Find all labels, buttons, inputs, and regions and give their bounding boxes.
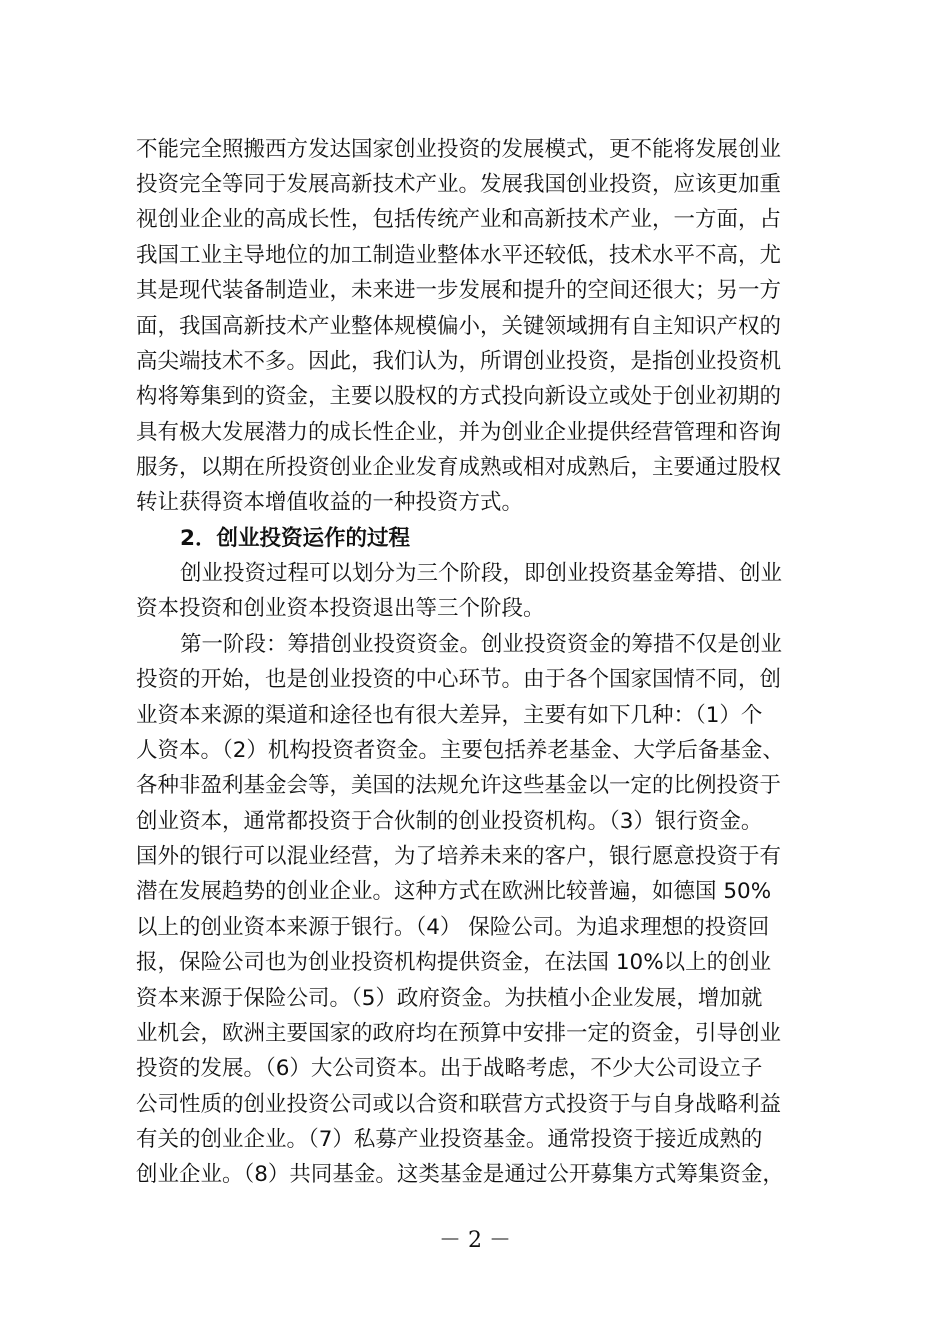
body-text-line: 各种非盈利基金会等，美国的法规允许这些基金以一定的比例投资于 <box>136 773 782 798</box>
body-text-line: 投资完全等同于发展高新技术产业。发展我国创业投资，应该更加重 <box>136 172 782 197</box>
body-text-line: 其是现代装备制造业，未来进一步发展和提升的空间还很大；另一方 <box>136 278 782 303</box>
body-text-line: 具有极大发展潜力的成长性企业，并为创业企业提供经营管理和咨询 <box>136 420 782 445</box>
body-text-line: 创业企业。（8）共同基金。这类基金是通过公开募集方式筹集资金， <box>136 1162 784 1187</box>
body-text-line: 资本来源于保险公司。（5）政府资金。为扶植小企业发展，增加就 <box>136 986 763 1011</box>
body-text-line: 资本投资和创业资本投资退出等三个阶段。 <box>136 596 545 621</box>
body-text-line: 创业资本，通常都投资于合伙制的创业投资机构。（3）银行资金。 <box>136 809 763 834</box>
body-text-line: 国外的银行可以混业经营，为了培养未来的客户，银行愿意投资于有 <box>136 844 782 869</box>
body-text-line: 公司性质的创业投资公司或以合资和联营方式投资于与自身战略利益 <box>136 1092 782 1117</box>
body-text-line: 以上的创业资本来源于银行。（4） 保险公司。为追求理想的投资回 <box>136 915 770 940</box>
body-text-line: 投资的开始，也是创业投资的中心环节。由于各个国家国情不同，创 <box>136 667 782 692</box>
body-text-line: 潜在发展趋势的创业企业。这种方式在欧洲比较普遍，如德国 50% <box>136 879 772 904</box>
body-text-line: 业资本来源的渠道和途径也有很大差异，主要有如下几种：（1）个 <box>136 703 763 728</box>
paragraph-first-line: 创业投资过程可以划分为三个阶段，即创业投资基金筹措、创业 <box>180 561 783 586</box>
body-text-line: 人资本。（2）机构投资者资金。主要包括养老基金、大学后备基金、 <box>136 738 784 763</box>
page-number: － 2 － <box>439 1228 511 1253</box>
body-text-line: 转让获得资本增值收益的一种投资方式。 <box>136 490 524 515</box>
body-text-line: 业机会，欧洲主要国家的政府均在预算中安排一定的资金，引导创业 <box>136 1021 782 1046</box>
body-text-line: 视创业企业的高成长性，包括传统产业和高新技术产业，一方面，占 <box>136 207 782 232</box>
body-text-line: 我国工业主导地位的加工制造业整体水平还较低，技术水平不高，尤 <box>136 243 782 268</box>
section-heading: 2．创业投资运作的过程 <box>180 526 410 551</box>
body-text-line: 有关的创业企业。（7）私募产业投资基金。通常投资于接近成熟的 <box>136 1127 763 1152</box>
body-text-line: 报，保险公司也为创业投资机构提供资金，在法国 10%以上的创业 <box>136 950 772 975</box>
paragraph-first-line: 第一阶段：筹措创业投资资金。创业投资资金的筹措不仅是创业 <box>180 632 783 657</box>
body-text-line: 构将筹集到的资金，主要以股权的方式投向新设立或处于创业初期的 <box>136 384 782 409</box>
body-text-line: 服务，以期在所投资创业企业发育成熟或相对成熟后，主要通过股权 <box>136 455 782 480</box>
body-text-line: 面，我国高新技术产业整体规模偏小，关键领域拥有自主知识产权的 <box>136 314 782 339</box>
body-text-line: 高尖端技术不多。因此，我们认为，所谓创业投资，是指创业投资机 <box>136 349 782 374</box>
body-text-line: 不能完全照搬西方发达国家创业投资的发展模式，更不能将发展创业 <box>136 137 782 162</box>
body-text-line: 投资的发展。（6）大公司资本。出于战略考虑，不少大公司设立子 <box>136 1056 763 1081</box>
